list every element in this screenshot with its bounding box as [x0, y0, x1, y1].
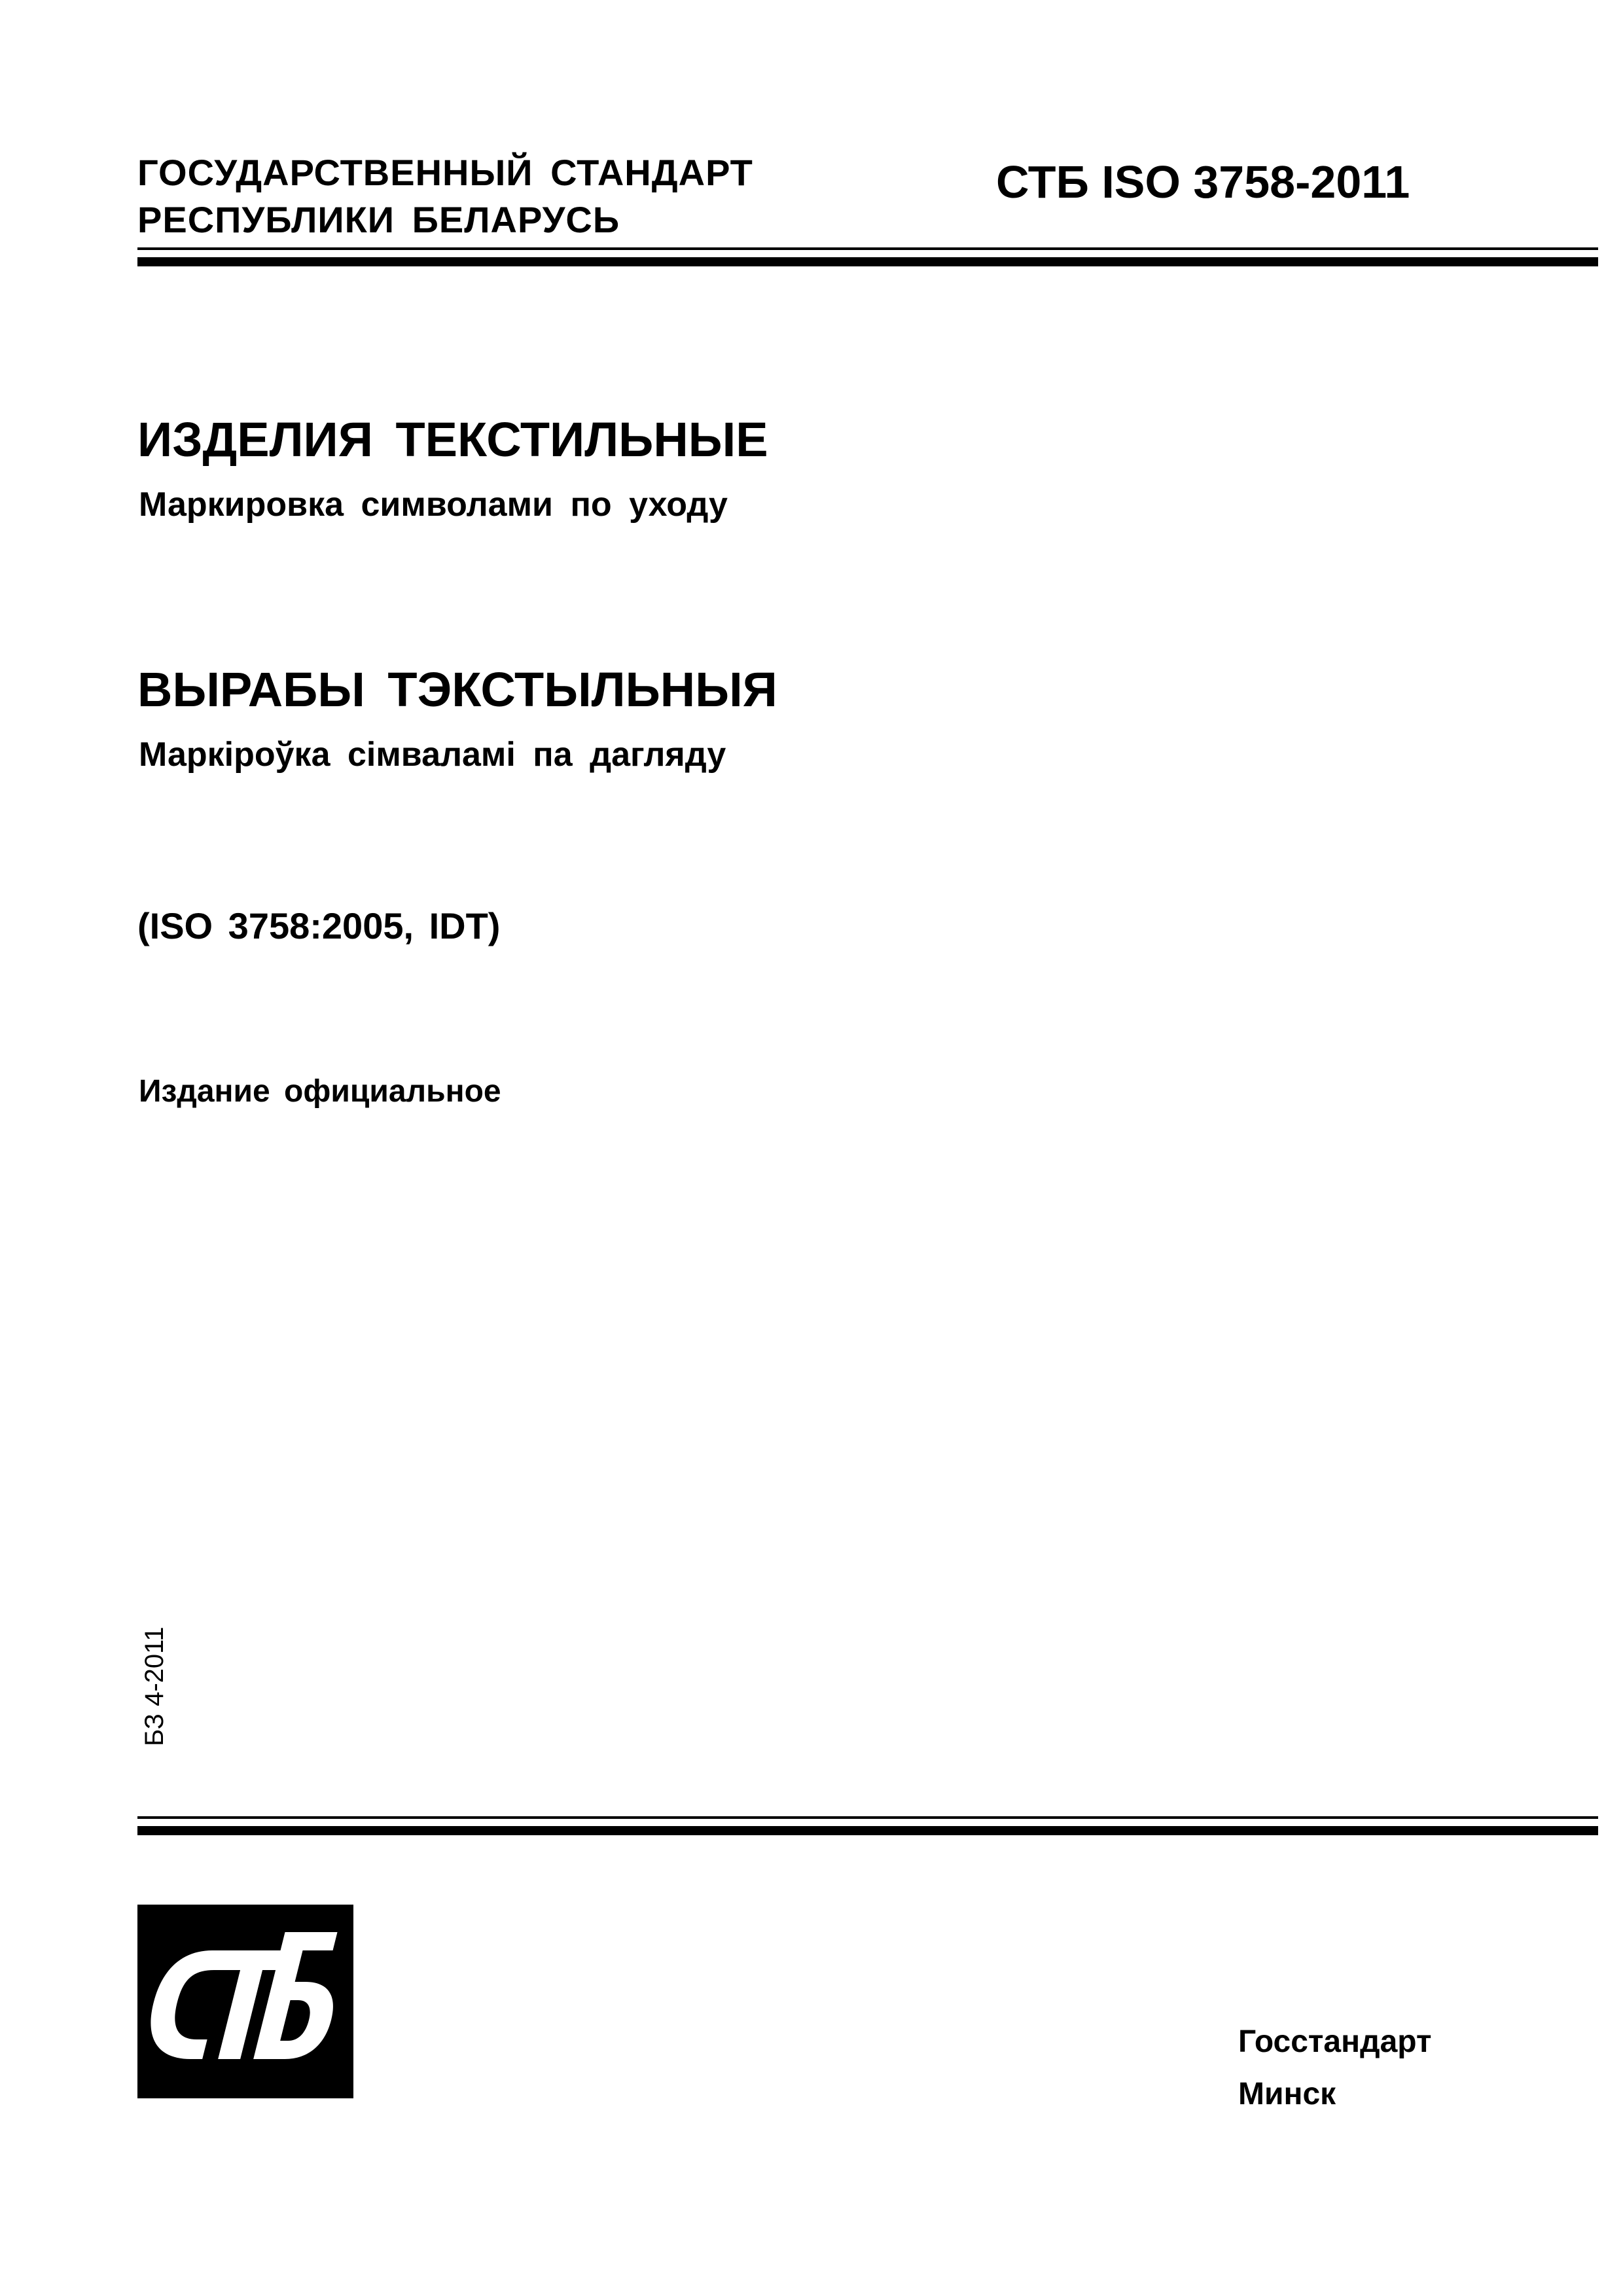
subtitle-belarusian: Маркіроўка сімваламі па дагляду: [139, 736, 726, 774]
title-russian: ИЗДЕЛИЯ ТЕКСТИЛЬНЫЕ: [137, 412, 768, 467]
header-divider-thin: [137, 247, 1598, 250]
stb-logo-mark: [137, 1905, 353, 2098]
title-belarusian: ВЫРАБЫ ТЭКСТЫЛЬНЫЯ: [137, 662, 777, 717]
standard-number: СТБ ISO 3758-2011: [996, 156, 1410, 207]
publication-city: Минск: [1238, 2077, 1336, 2111]
publisher-name: Госстандарт: [1238, 2024, 1432, 2059]
org-line-1: ГОСУДАРСТВЕННЫЙ СТАНДАРТ: [137, 152, 753, 193]
footer-divider-thin: [137, 1816, 1598, 1819]
edition-label: Издание официальное: [139, 1074, 501, 1109]
footer-divider-thick: [137, 1826, 1598, 1835]
stb-logo: [137, 1905, 353, 2098]
iso-reference: (ISO 3758:2005, IDT): [137, 905, 501, 946]
subtitle-russian: Маркировка символами по уходу: [139, 486, 728, 524]
issuing-organization: [137, 149, 753, 243]
org-line-2: РЕСПУБЛИКИ БЕЛАРУСЬ: [137, 199, 620, 240]
catalog-code-vertical: БЗ 4-2011: [140, 1626, 169, 1746]
header-divider-thick: [137, 257, 1598, 266]
